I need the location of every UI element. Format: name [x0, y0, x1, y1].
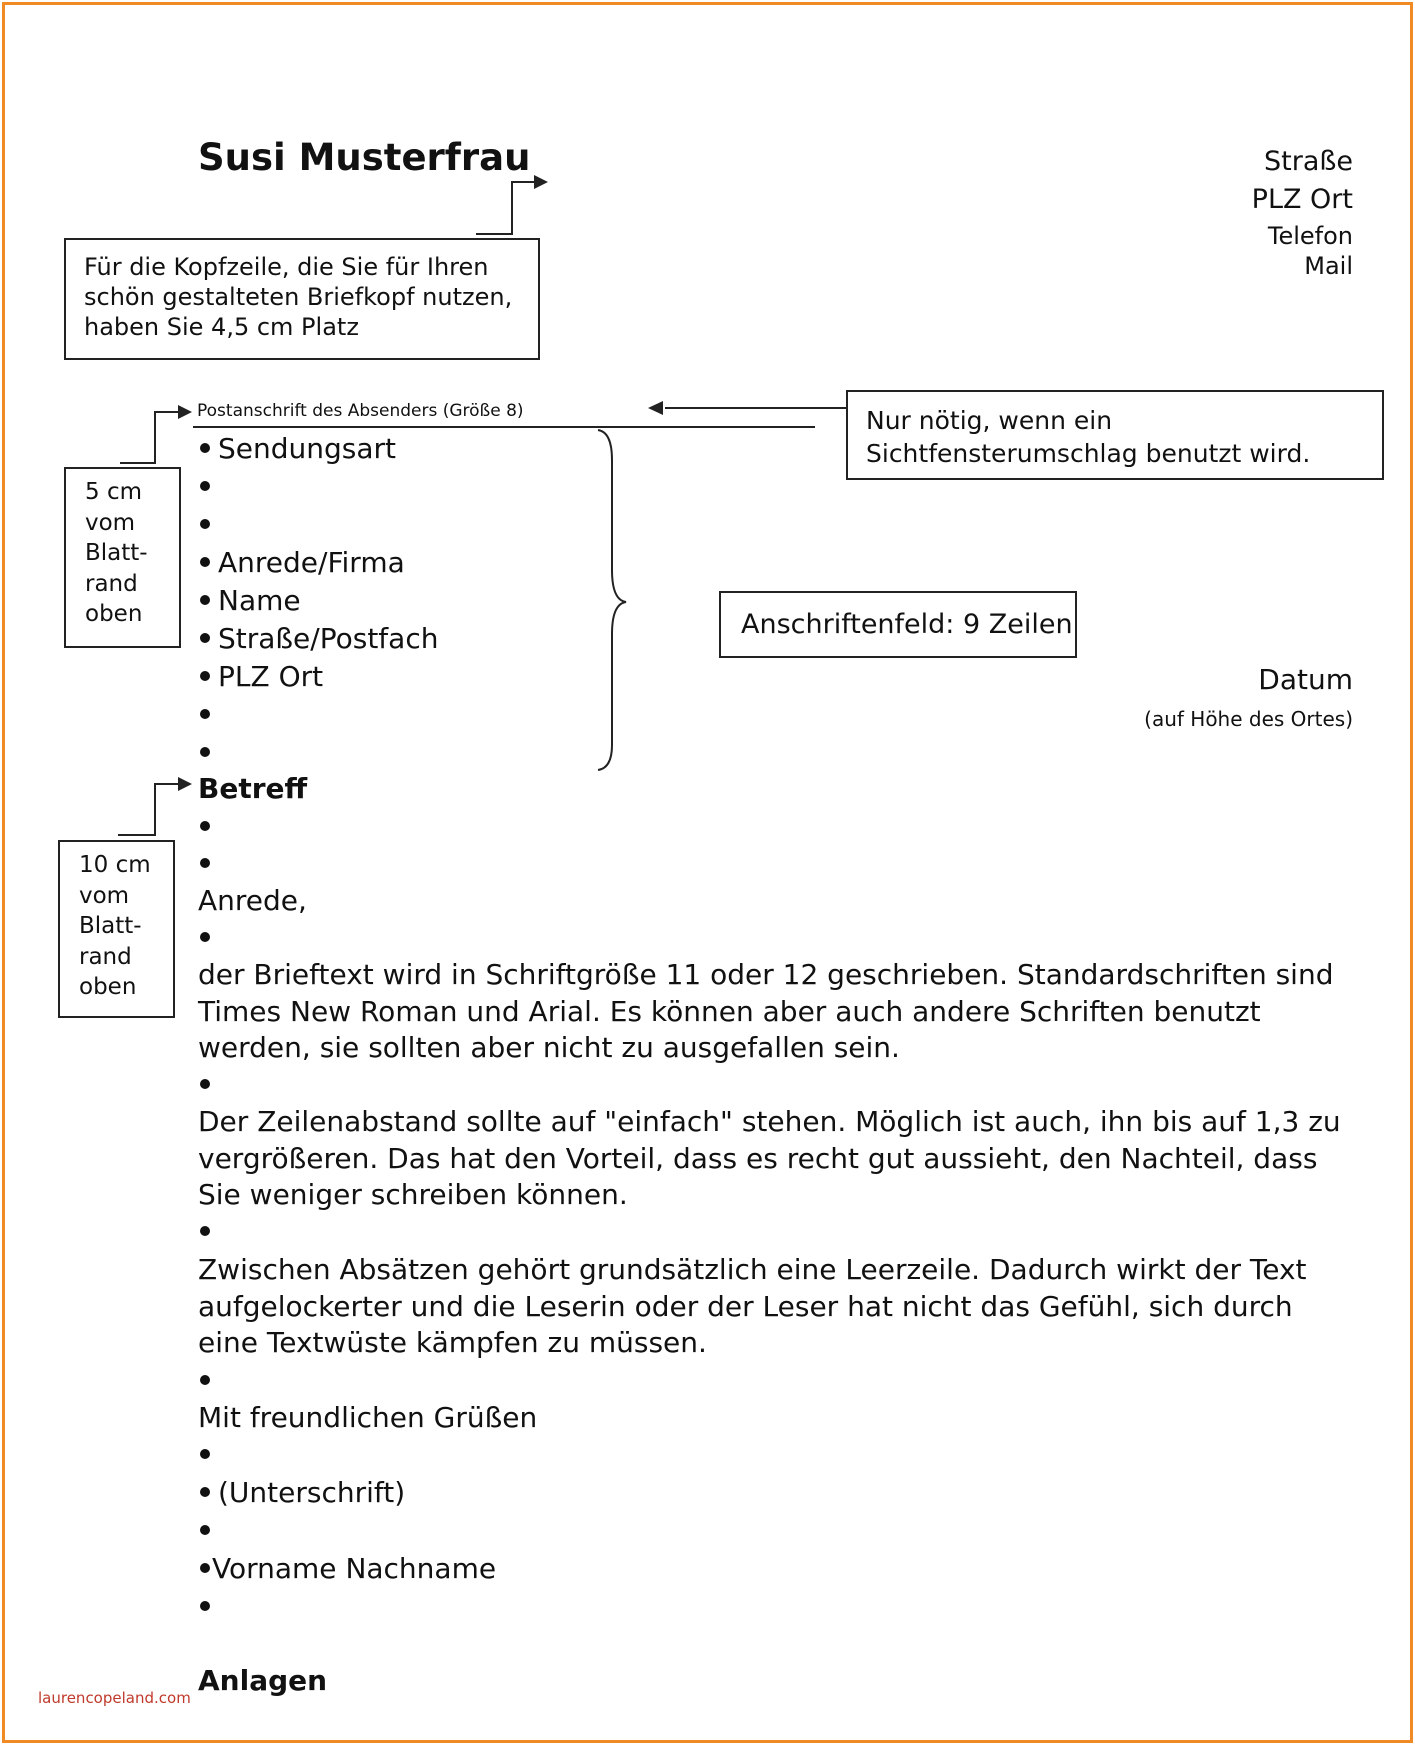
- margin-10cm-line: rand: [79, 943, 132, 970]
- salutation: Anrede,: [198, 884, 307, 917]
- closing: Mit freundlichen Grüßen: [198, 1401, 538, 1434]
- margin-10cm-arrow: [118, 784, 180, 835]
- spacer-bullet: [198, 809, 218, 845]
- margin-10cm-line: oben: [79, 974, 137, 1000]
- spacer-bullet: [198, 846, 218, 882]
- address-line: Straße/Postfach: [198, 621, 438, 657]
- margin-5cm-line: 5 cm: [85, 479, 142, 505]
- spacer-bullet: [198, 920, 218, 956]
- address-line: Anrede/Firma: [198, 545, 405, 581]
- address-line: [198, 507, 218, 543]
- address-line: [198, 735, 218, 771]
- address-line: [198, 697, 218, 733]
- margin-5cm-note: [64, 467, 181, 648]
- address-line: PLZ Ort: [198, 659, 323, 695]
- margin-5cm-arrowhead: [178, 405, 192, 419]
- sender-address-line: Postanschrift des Absenders (Größe 8): [197, 401, 524, 421]
- address-field-brace: [598, 430, 626, 770]
- header-note-arrowhead: [534, 175, 548, 189]
- address-line: Sendungsart: [198, 431, 396, 467]
- spacer-bullet: [198, 1067, 218, 1103]
- body-paragraph: der Brieftext wird in Schriftgröße 11 oder 12 geschrieben. Standardschriften sind Times New Roman und Arial. Es können aber auch andere Schriften benutzt werden, sie sollten aber nicht zu ausgefallen sein.: [198, 958, 1334, 1064]
- margin-10cm-arrowhead: [178, 777, 192, 791]
- spacer-bullet: [198, 1513, 218, 1549]
- watermark: laurencopeland.com: [38, 1689, 191, 1707]
- margin-5cm-arrow: [120, 412, 180, 463]
- address-line: Name: [198, 583, 301, 619]
- signature-line: (Unterschrift): [198, 1475, 405, 1511]
- body-paragraph: Der Zeilenabstand sollte auf "einfach" stehen. Möglich ist auch, ihn bis auf 1,3 zu vergrößeren. Das hat den Vorteil, dass es recht gut aussieht, den Nachteil, dass Sie weniger schreiben können.: [198, 1105, 1341, 1211]
- margin-10cm-line: vom: [79, 882, 130, 909]
- header-space-note: [64, 238, 540, 360]
- window-envelope-note-text: Nur nötig, wenn ein Sichtfensterumschlag benutzt wird.: [866, 406, 1311, 468]
- attachments-label: Anlagen: [198, 1664, 328, 1697]
- address-line: [198, 469, 218, 505]
- header-street: Straße: [1264, 146, 1353, 177]
- subject-label: Betreff: [198, 772, 308, 805]
- sender-name: Susi Musterfrau: [198, 136, 531, 179]
- margin-10cm-line: Blatt-: [79, 913, 142, 939]
- spacer-bullet: [198, 1437, 218, 1473]
- margin-10cm-note: [58, 840, 175, 1018]
- header-phone: Telefon: [1267, 222, 1353, 250]
- margin-5cm-line: oben: [85, 601, 143, 627]
- date-hint: (auf Höhe des Ortes): [1144, 707, 1353, 731]
- address-field-note: [719, 591, 1077, 658]
- header-city: PLZ Ort: [1251, 184, 1353, 215]
- date-label: Datum: [1258, 663, 1353, 696]
- margin-10cm-line: 10 cm: [79, 852, 151, 878]
- address-field-note-text: Anschriftenfeld: 9 Zeilen: [741, 609, 1073, 640]
- spacer-bullet: [198, 1589, 218, 1625]
- full-name-line: Vorname Nachname: [198, 1551, 496, 1587]
- margin-5cm-line: rand: [85, 570, 138, 597]
- header-space-note-text: Für die Kopfzeile, die Sie für Ihren schön gestalteten Briefkopf nutzen, haben Sie 4,5 cm Platz: [84, 253, 513, 341]
- margin-5cm-line: Blatt-: [85, 540, 148, 566]
- margin-5cm-line: vom: [85, 509, 136, 536]
- window-note-arrowhead: [648, 401, 663, 415]
- spacer-bullet: [198, 1363, 218, 1399]
- spacer-bullet: [198, 1214, 218, 1250]
- header-note-arrow: [476, 182, 540, 234]
- window-envelope-note: [846, 390, 1384, 480]
- body-paragraph: Zwischen Absätzen gehört grundsätzlich eine Leerzeile. Dadurch wirkt der Text aufgelockerter und die Leserin oder der Leser hat nicht das Gefühl, sich durch eine Textwüste kämpfen zu müssen.: [198, 1253, 1307, 1359]
- header-mail: Mail: [1304, 252, 1353, 280]
